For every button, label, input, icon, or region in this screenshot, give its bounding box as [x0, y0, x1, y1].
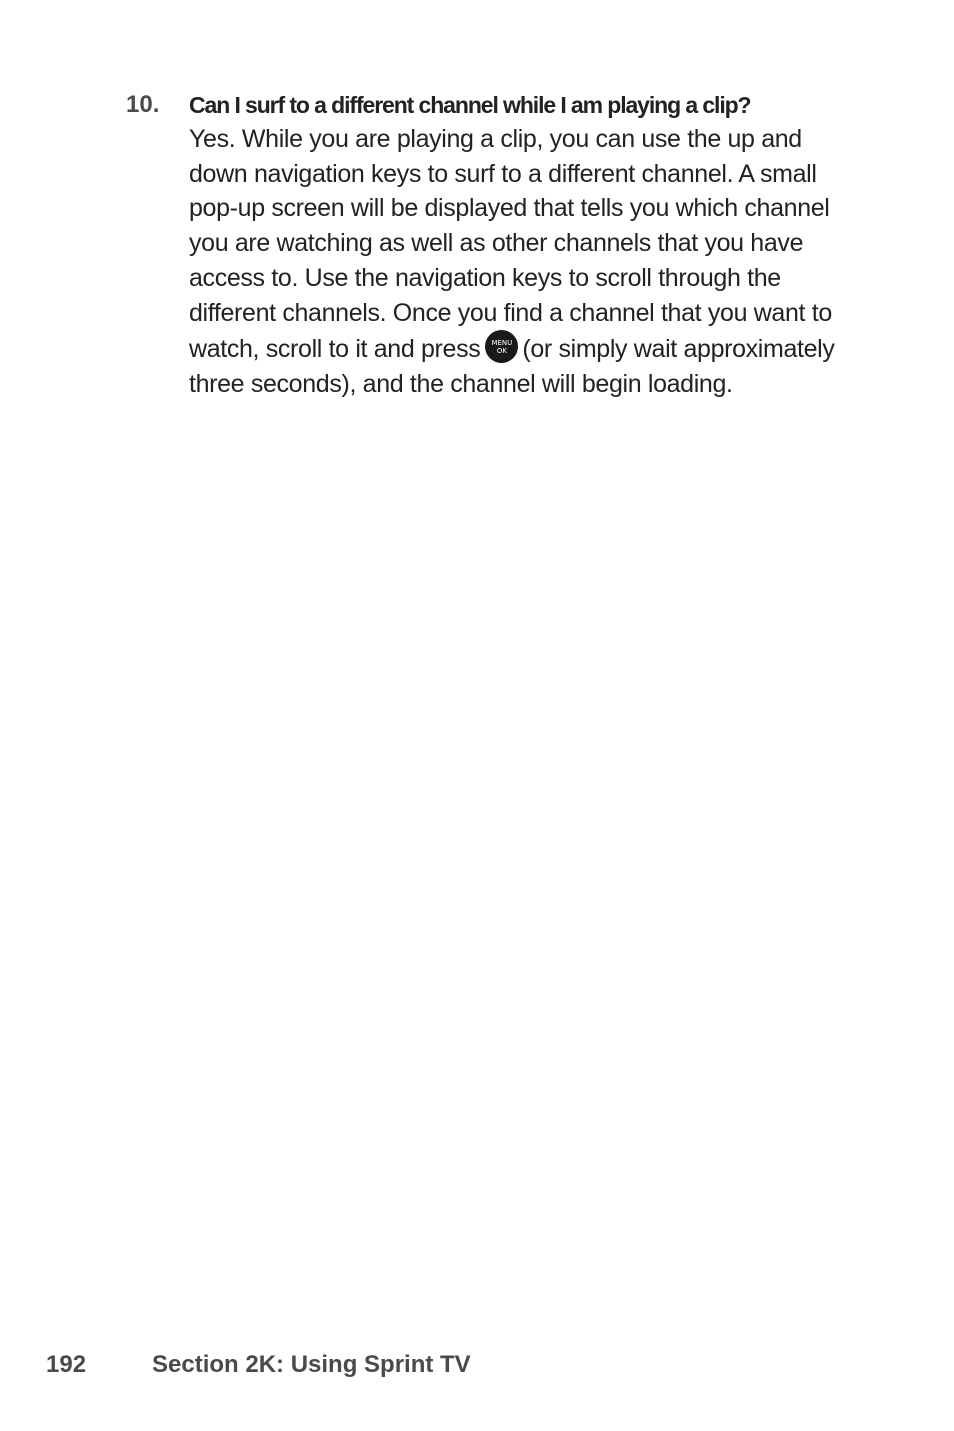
faq-body: [189, 88, 859, 402]
ok-key-label: OK: [496, 347, 507, 356]
page-footer: [46, 1348, 471, 1382]
menu-ok-key-icon: [485, 330, 518, 363]
page-number: 192: [46, 1351, 87, 1378]
faq-answer: [189, 122, 859, 402]
faq-answer-text-continued: (or simply wait approximately three seconds), and the channel will begin loading.: [189, 335, 835, 398]
faq-question: Can I surf to a different channel while I am playing a clip?: [189, 92, 751, 118]
section-title: Section 2K: Using Sprint TV: [152, 1351, 471, 1378]
faq-number: 10.: [126, 91, 160, 118]
menu-key-label: MENU: [491, 339, 513, 348]
faq-answer-text: Yes. While you are playing a clip, you can use the up and down navigation keys to surf to a different channel. A small pop-up screen will be displayed that tells you which channel you are watching as well as other channels that you have access to. Use the navigation keys to scroll through the different channels. Once you find a channel that you want to watch, scroll to it and press: [189, 125, 832, 364]
